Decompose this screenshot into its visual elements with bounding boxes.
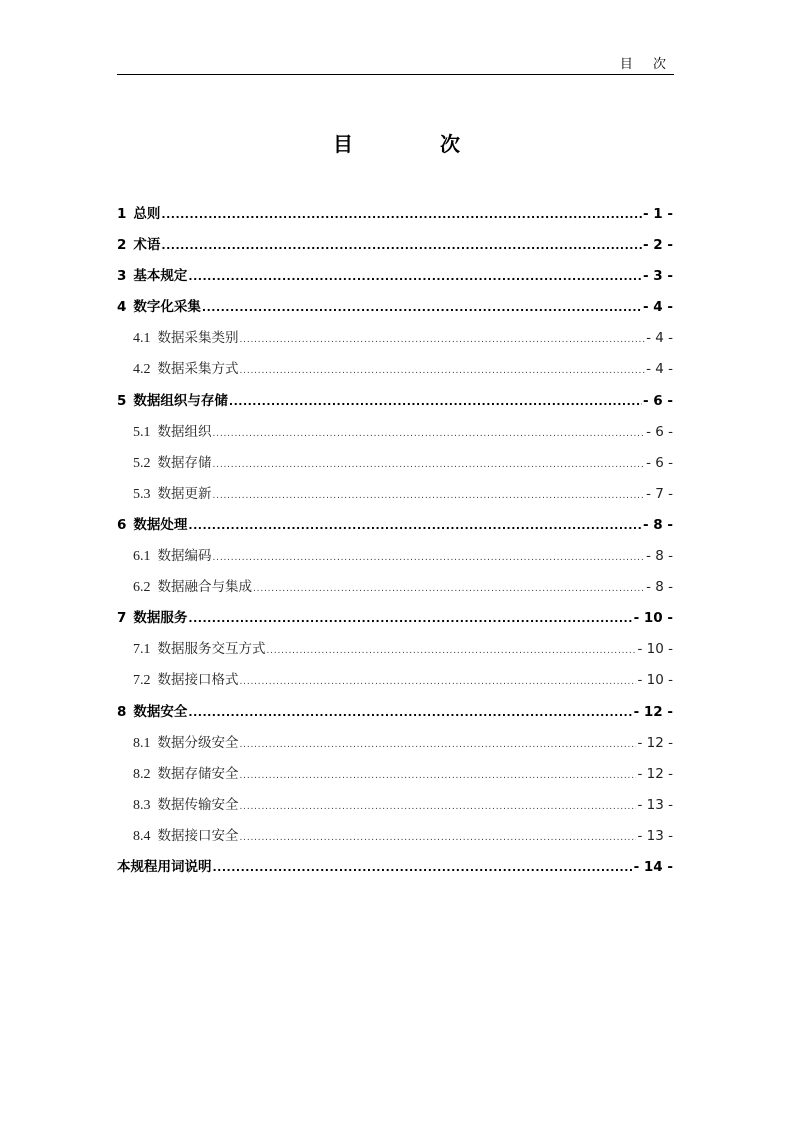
toc-entry-title: 数据更新 <box>157 485 212 502</box>
toc-entry-title: 数据分级安全 <box>157 734 239 751</box>
toc-entry-number: 8.2 <box>133 766 151 782</box>
toc-entry-page: - 10 - <box>633 610 673 627</box>
toc-entry-title: 数据传输安全 <box>157 796 239 813</box>
dot-leader <box>188 517 642 533</box>
toc-entry-label <box>117 264 187 284</box>
dot-leader <box>213 548 646 564</box>
toc-entry-title: 数据采集类别 <box>157 330 239 347</box>
toc-entry-page: - 13 - <box>637 827 673 844</box>
dot-leader <box>188 610 632 626</box>
toc-entry-page: - 12 - <box>633 703 673 720</box>
toc-entry-page: - 2 - <box>643 237 673 254</box>
toc-entry[interactable] <box>117 357 673 388</box>
toc-entry-label <box>117 202 160 222</box>
toc-entry-number: 5.2 <box>133 455 151 471</box>
toc-entry-title: 数字化采集 <box>133 299 201 316</box>
toc-entry[interactable] <box>117 606 673 637</box>
toc-entry-number: 5.3 <box>133 486 151 502</box>
toc-entry-label <box>133 357 239 378</box>
toc-entry-label <box>133 420 212 441</box>
toc-entry-label <box>133 824 239 845</box>
toc-entry-title: 数据存储 <box>157 454 212 471</box>
toc-entry-label <box>117 513 187 533</box>
dot-leader <box>240 361 646 377</box>
toc-entry[interactable] <box>117 202 673 233</box>
toc-entry-title: 数据融合与集成 <box>157 579 252 596</box>
toc-entry-title: 数据编码 <box>157 548 212 565</box>
toc-entry-title: 数据服务交互方式 <box>157 641 266 658</box>
toc-entry-page: - 12 - <box>637 765 673 782</box>
toc-entry-label <box>117 606 187 626</box>
toc-entry-number: 5.1 <box>133 424 151 440</box>
toc-entry-label <box>133 575 252 596</box>
toc-entry-page: - 7 - <box>646 485 673 502</box>
page-title: 目 次 <box>333 132 500 156</box>
toc-entry-page: - 6 - <box>643 392 673 409</box>
toc-entry-label <box>133 793 239 814</box>
dot-leader <box>253 579 645 595</box>
toc-entry-label <box>133 326 239 347</box>
dot-leader <box>240 735 637 751</box>
toc-entry-number: 8.4 <box>133 828 151 844</box>
toc-entry[interactable] <box>117 513 673 544</box>
dot-leader <box>188 704 632 720</box>
toc-entry-label <box>117 855 212 875</box>
toc-entry-title: 数据采集方式 <box>157 361 239 378</box>
dot-leader <box>240 828 637 844</box>
toc-entry-label <box>133 451 212 472</box>
toc-entry[interactable] <box>117 264 673 295</box>
toc-entry-number: 8.1 <box>133 735 151 751</box>
dot-leader <box>188 268 642 284</box>
toc-entry-title: 基本规定 <box>133 268 188 285</box>
dot-leader <box>213 455 646 471</box>
toc-entry-page: - 8 - <box>646 579 673 596</box>
toc-entry-number: 6.1 <box>133 549 151 565</box>
toc-entry-number: 3 <box>117 268 127 285</box>
toc-entry[interactable] <box>117 544 673 575</box>
toc-entry[interactable] <box>117 700 673 731</box>
toc-entry-page: - 14 - <box>633 858 673 875</box>
toc-entry-page: - 6 - <box>646 423 673 440</box>
dot-leader <box>213 424 646 440</box>
toc-entry[interactable] <box>117 855 673 886</box>
dot-leader <box>202 299 642 315</box>
toc-entry-number: 5 <box>117 392 127 409</box>
toc-entry[interactable] <box>117 420 673 451</box>
dot-leader <box>161 206 642 222</box>
toc-entry-label <box>117 233 160 253</box>
toc-entry-page: - 13 - <box>637 796 673 813</box>
toc-entry-page: - 8 - <box>643 516 673 533</box>
toc-entry-page: - 4 - <box>643 299 673 316</box>
toc-entry-number: 7.1 <box>133 642 151 658</box>
toc-entry-number: 7.2 <box>133 673 151 689</box>
dot-leader <box>240 330 646 346</box>
toc-entry-page: - 1 - <box>643 206 673 222</box>
toc-entry[interactable] <box>117 233 673 264</box>
toc-entry-page: - 12 - <box>637 734 673 751</box>
toc-entry-title: 总则 <box>133 206 161 222</box>
dot-leader <box>240 766 637 782</box>
toc-entry-title: 数据存储安全 <box>157 765 239 782</box>
toc-entry-label <box>117 389 228 409</box>
toc-entry-number: 6.2 <box>133 580 151 596</box>
toc-entry-title: 数据处理 <box>133 516 188 533</box>
toc-entry-page: - 10 - <box>637 672 673 689</box>
toc-entry-page: - 10 - <box>637 641 673 658</box>
table-of-contents <box>117 202 673 886</box>
toc-entry-label <box>117 295 201 315</box>
toc-entry[interactable] <box>117 451 673 482</box>
toc-entry[interactable] <box>117 731 673 762</box>
toc-entry[interactable] <box>117 824 673 855</box>
toc-entry-page: - 4 - <box>646 361 673 378</box>
dot-leader <box>240 672 637 688</box>
dot-leader <box>267 641 637 657</box>
dot-leader <box>240 797 637 813</box>
toc-entry-number: 6 <box>117 516 127 533</box>
toc-entry-title: 数据组织 <box>157 423 212 440</box>
toc-entry-title: 本规程用词说明 <box>117 858 212 875</box>
dot-leader <box>213 486 646 502</box>
toc-entry-page: - 6 - <box>646 454 673 471</box>
toc-entry-title: 数据安全 <box>133 703 188 720</box>
toc-entry[interactable] <box>117 326 673 357</box>
running-header: 目 次 <box>117 56 674 75</box>
toc-entry-page: - 3 - <box>643 268 673 285</box>
toc-entry-title: 数据组织与存储 <box>133 392 228 409</box>
toc-entry[interactable] <box>117 762 673 793</box>
toc-entry-number: 4 <box>117 299 127 316</box>
toc-entry-number: 4.2 <box>133 362 151 378</box>
dot-leader <box>161 237 642 253</box>
toc-entry-label <box>133 637 266 658</box>
toc-entry-label <box>133 482 212 503</box>
toc-entry-page: - 4 - <box>646 330 673 347</box>
toc-entry[interactable] <box>117 668 673 699</box>
toc-entry[interactable] <box>117 637 673 668</box>
toc-entry[interactable] <box>117 482 673 513</box>
toc-entry[interactable] <box>117 575 673 606</box>
toc-entry-number: 7 <box>117 610 127 627</box>
toc-entry-label <box>133 762 239 783</box>
toc-entry[interactable] <box>117 793 673 824</box>
toc-entry-number: 8 <box>117 703 127 720</box>
toc-entry-label <box>133 668 239 689</box>
toc-entry-number: 4.1 <box>133 331 151 347</box>
toc-entry-number: 8.3 <box>133 797 151 813</box>
toc-entry[interactable] <box>117 295 673 326</box>
dot-leader <box>213 859 633 875</box>
toc-entry-number: 1 <box>117 206 127 222</box>
toc-entry-label <box>133 544 212 565</box>
toc-entry[interactable] <box>117 389 673 420</box>
toc-entry-number: 2 <box>117 237 127 254</box>
toc-entry-label <box>117 700 187 720</box>
toc-entry-label <box>133 731 239 752</box>
toc-entry-title: 术语 <box>133 237 161 254</box>
dot-leader <box>229 393 642 409</box>
toc-entry-page: - 8 - <box>646 548 673 565</box>
toc-entry-title: 数据接口格式 <box>157 672 239 689</box>
toc-entry-title: 数据服务 <box>133 610 188 627</box>
toc-entry-title: 数据接口安全 <box>157 827 239 844</box>
